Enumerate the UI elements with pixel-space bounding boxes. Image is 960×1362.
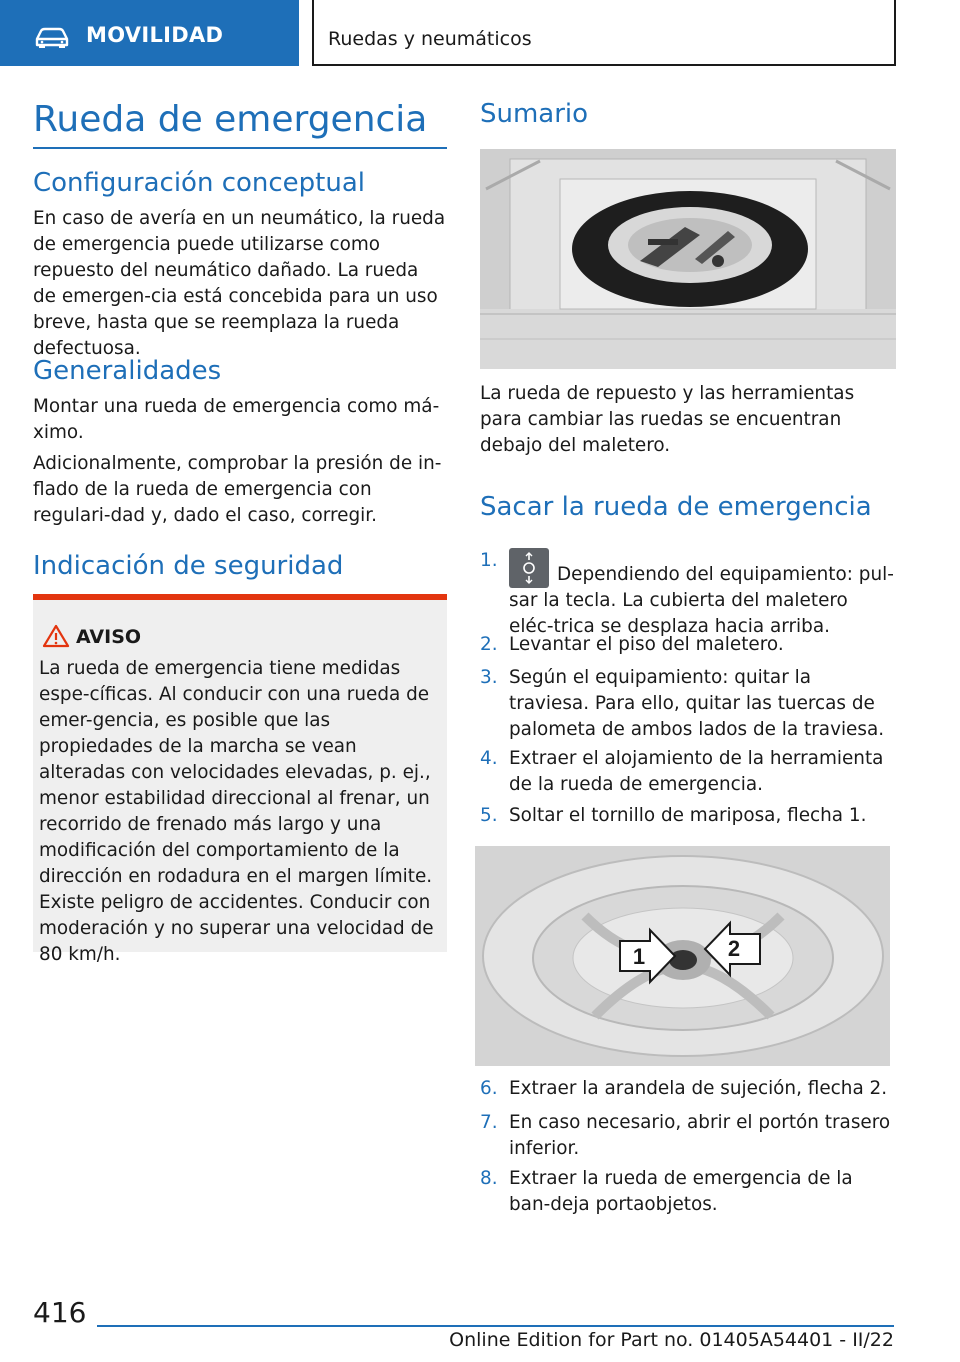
step-number: 5.	[480, 805, 498, 826]
heading-general: Generalidades	[33, 356, 222, 386]
step-text: Extraer la arandela de sujeción, flecha 2.	[509, 1078, 888, 1099]
arrow-label-2: 2	[727, 936, 741, 961]
step-text: Según el equipamiento: quitar la traviesa. Para ello, quitar las tuercas de palometa de ambos lados de la traviesa.	[509, 667, 885, 740]
step-number: 7.	[480, 1112, 498, 1133]
paragraph-concept: En caso de avería en un neumático, la rueda de emergencia puede utilizarse como repuesto del neumático dañado. La rueda de emergen-cia está concebida para un uso breve, hasta que se reemplaza la rueda defectuosa.	[33, 208, 446, 359]
paragraph-general-2: Adicionalmente, comprobar la presión de in-flado de la rueda de emergencia con regulari-dad y, dado el caso, corregir.	[33, 453, 442, 526]
chapter-label: Ruedas y neumáticos	[328, 28, 532, 50]
page-title: Rueda de emergencia	[33, 99, 428, 140]
step-number: 6.	[480, 1078, 498, 1099]
step-number: 3.	[480, 667, 498, 688]
step-number: 1.	[480, 550, 498, 571]
step-number: 8.	[480, 1168, 498, 1189]
step-text: Extraer el alojamiento de la herramienta de la rueda de emergencia.	[509, 748, 884, 795]
warning-triangle-icon	[42, 624, 70, 648]
step-text: Soltar el tornillo de mariposa, flecha 1.	[509, 805, 867, 826]
step-number: 4.	[480, 748, 498, 769]
step-text: En caso necesario, abrir el portón trasero inferior.	[509, 1112, 891, 1159]
paragraph-general-1: Montar una rueda de emergencia como má-ximo.	[33, 396, 440, 443]
trunk-photo	[480, 149, 896, 369]
step-text: Dependiendo del equipamiento: pul-sar la tecla. La cubierta del maletero eléc-trica se desplaza hacia arriba.	[509, 564, 894, 637]
step-text: Extraer la rueda de emergencia de la ban-deja portaobjetos.	[509, 1168, 853, 1215]
trunk-cover-button-icon[interactable]	[509, 548, 549, 588]
warning-text: La rueda de emergencia tiene medidas espe-cíficas. Al conducir con una rueda de emer-gencia, es posible que las propiedades de la marcha se vean alteradas con velocidades elevadas, p. ej., menor estabilidad direccional al frenar, un recorrido de frenado más largo y una modificación del comportamiento de la dirección en rodadura en el margen límite. Existe peligro de accidentes. Conducir con moderación y no superar una velocidad de 80 km/h.	[39, 658, 434, 965]
arrow-label-1: 1	[632, 944, 646, 969]
spare-wheel-photo	[475, 846, 890, 1066]
heading-safety: Indicación de seguridad	[33, 551, 344, 581]
footer-edition: Online Edition for Part no. 01405A54401 - II/22	[449, 1329, 894, 1351]
warning-title: AVISO	[76, 626, 142, 648]
trunk-illustration	[480, 149, 896, 369]
chapter-tab[interactable]	[312, 0, 896, 66]
warning-box	[33, 594, 447, 965]
paragraph-summary: La rueda de repuesto y las herramientas para cambiar las ruedas se encuentran debajo del maletero.	[480, 383, 855, 456]
heading-summary: Sumario	[480, 99, 589, 129]
heading-remove: Sacar la rueda de emergencia	[480, 492, 872, 522]
step-text: Levantar el piso del maletero.	[509, 634, 784, 655]
footer-rule	[97, 1325, 894, 1327]
page-number: 416	[33, 1296, 87, 1329]
title-rule	[33, 147, 447, 149]
step-number: 2.	[480, 634, 498, 655]
spare-wheel-illustration	[475, 846, 890, 1066]
trunk-cover-symbol-icon	[509, 548, 549, 588]
step-text-wrap	[509, 548, 896, 640]
section-label: MOVILIDAD	[86, 23, 224, 47]
heading-concept: Configuración conceptual	[33, 168, 365, 198]
section-tab[interactable]	[0, 0, 299, 66]
car-icon	[34, 27, 70, 49]
